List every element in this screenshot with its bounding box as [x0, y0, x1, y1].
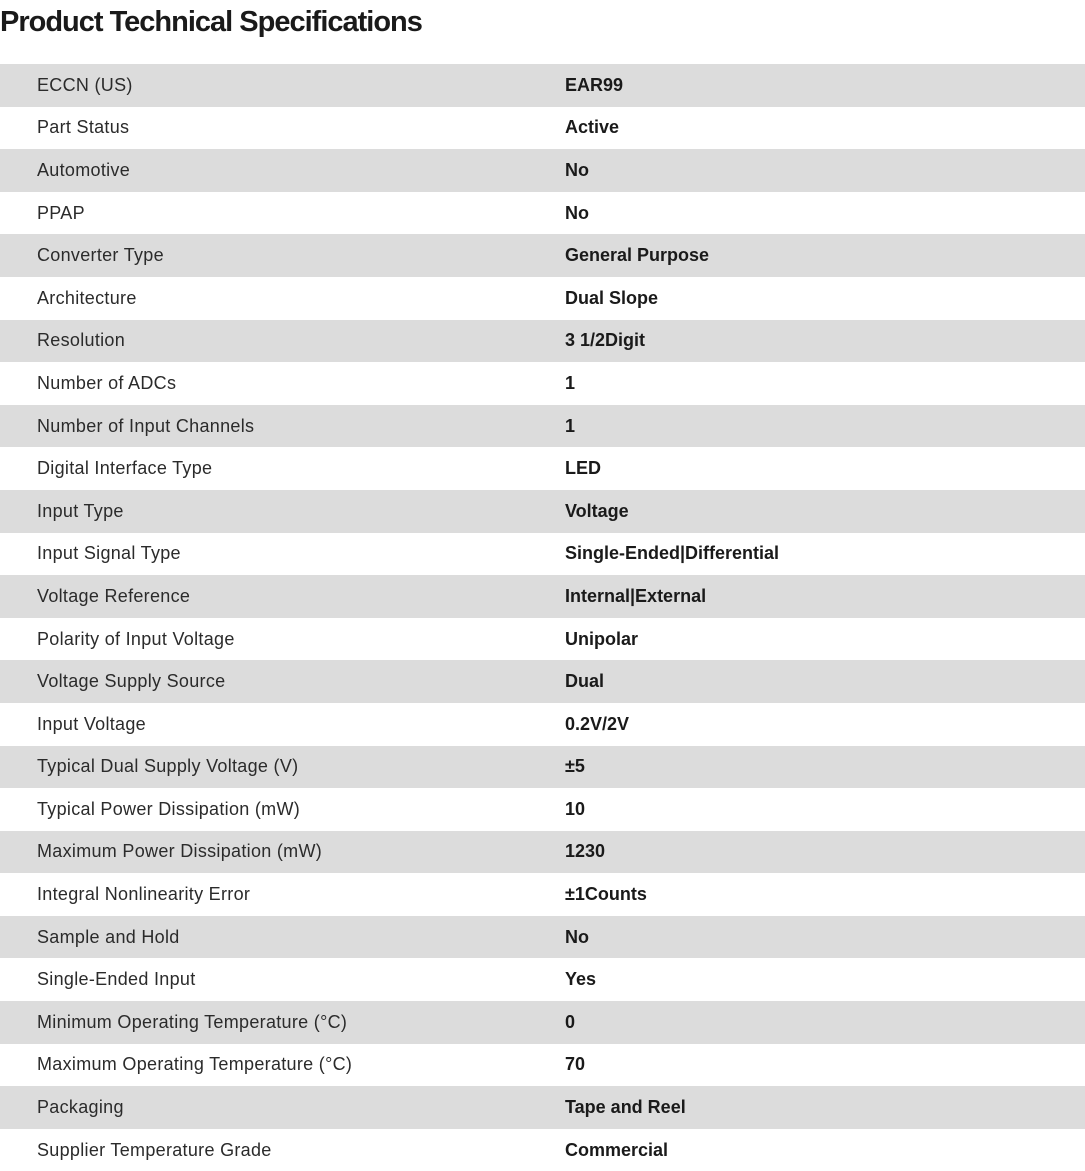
spec-label: Minimum Operating Temperature (°C): [37, 1011, 348, 1032]
spec-label: Architecture: [37, 287, 137, 308]
spec-row: [0, 618, 1085, 661]
spec-value: Dual: [565, 671, 605, 692]
spec-label: Input Signal Type: [37, 543, 181, 564]
spec-row: [0, 277, 1085, 320]
spec-value: 1: [565, 372, 576, 393]
spec-value: Yes: [565, 969, 597, 990]
spec-row: [0, 490, 1085, 533]
spec-value: Voltage: [565, 500, 629, 521]
spec-row: [0, 788, 1085, 831]
spec-label: Voltage Reference: [37, 585, 191, 606]
spec-value: General Purpose: [565, 245, 710, 266]
spec-label: Typical Dual Supply Voltage (V): [37, 756, 299, 777]
spec-value: No: [565, 159, 589, 180]
spec-row: [0, 149, 1085, 192]
spec-value: No: [565, 202, 589, 223]
spec-value: No: [565, 926, 589, 947]
spec-row: [0, 533, 1085, 576]
spec-value: Active: [565, 117, 620, 138]
spec-value: Unipolar: [565, 628, 639, 649]
spec-label: Number of Input Channels: [37, 415, 255, 436]
spec-row: [0, 1086, 1085, 1129]
spec-row: [0, 1044, 1085, 1087]
page-title: Product Technical Specifications: [0, 6, 422, 38]
spec-value: 3 1/2Digit: [565, 330, 646, 351]
spec-value: 1: [565, 415, 576, 436]
spec-value: 0: [565, 1011, 576, 1032]
spec-row: [0, 916, 1085, 959]
spec-table-body: [0, 64, 1085, 1171]
spec-value: LED: [565, 458, 601, 479]
spec-value: ±1Counts: [565, 884, 647, 905]
spec-label: Voltage Supply Source: [37, 671, 226, 692]
spec-value: EAR99: [565, 74, 624, 95]
spec-table: [0, 64, 1085, 1171]
spec-label: Polarity of Input Voltage: [37, 628, 235, 649]
spec-value: Single-Ended|Differential: [565, 543, 780, 564]
spec-row: [0, 447, 1085, 490]
spec-row: [0, 64, 1085, 107]
spec-row: [0, 192, 1085, 235]
spec-label: Sample and Hold: [37, 926, 180, 947]
spec-label: Single-Ended Input: [37, 969, 196, 990]
spec-label: Part Status: [37, 117, 130, 138]
spec-label: Digital Interface Type: [37, 458, 213, 479]
spec-row: [0, 1001, 1085, 1044]
spec-label: PPAP: [37, 202, 85, 223]
spec-value: ±5: [565, 756, 585, 777]
spec-row: [0, 107, 1085, 150]
spec-label: Resolution: [37, 330, 126, 351]
spec-label: Number of ADCs: [37, 372, 177, 393]
spec-row: [0, 831, 1085, 874]
spec-label: ECCN (US): [37, 74, 133, 95]
spec-label: Automotive: [37, 159, 131, 180]
spec-row: [0, 660, 1085, 703]
spec-value: Commercial: [565, 1139, 669, 1160]
spec-row: [0, 746, 1085, 789]
spec-row: [0, 362, 1085, 405]
spec-row: [0, 320, 1085, 363]
spec-label: Converter Type: [37, 245, 164, 266]
spec-label: Packaging: [37, 1097, 124, 1118]
spec-label: Maximum Power Dissipation (mW): [37, 841, 323, 862]
spec-value: 1230: [565, 841, 606, 862]
spec-row: [0, 873, 1085, 916]
spec-value: 0.2V/2V: [565, 713, 630, 734]
spec-label: Input Voltage: [37, 713, 146, 734]
spec-label: Typical Power Dissipation (mW): [37, 798, 301, 819]
spec-value: Internal|External: [565, 585, 707, 606]
spec-value: 70: [565, 1054, 586, 1075]
spec-row: [0, 575, 1085, 618]
spec-label: Maximum Operating Temperature (°C): [37, 1054, 353, 1075]
spec-value: Tape and Reel: [565, 1097, 686, 1118]
spec-row: [0, 234, 1085, 277]
spec-row: [0, 958, 1085, 1001]
spec-label: Supplier Temperature Grade: [37, 1139, 272, 1160]
spec-label: Input Type: [37, 500, 124, 521]
spec-row: [0, 405, 1085, 448]
spec-value: 10: [565, 798, 586, 819]
spec-row: [0, 703, 1085, 746]
spec-label: Integral Nonlinearity Error: [37, 884, 251, 905]
spec-value: Dual Slope: [565, 287, 659, 308]
